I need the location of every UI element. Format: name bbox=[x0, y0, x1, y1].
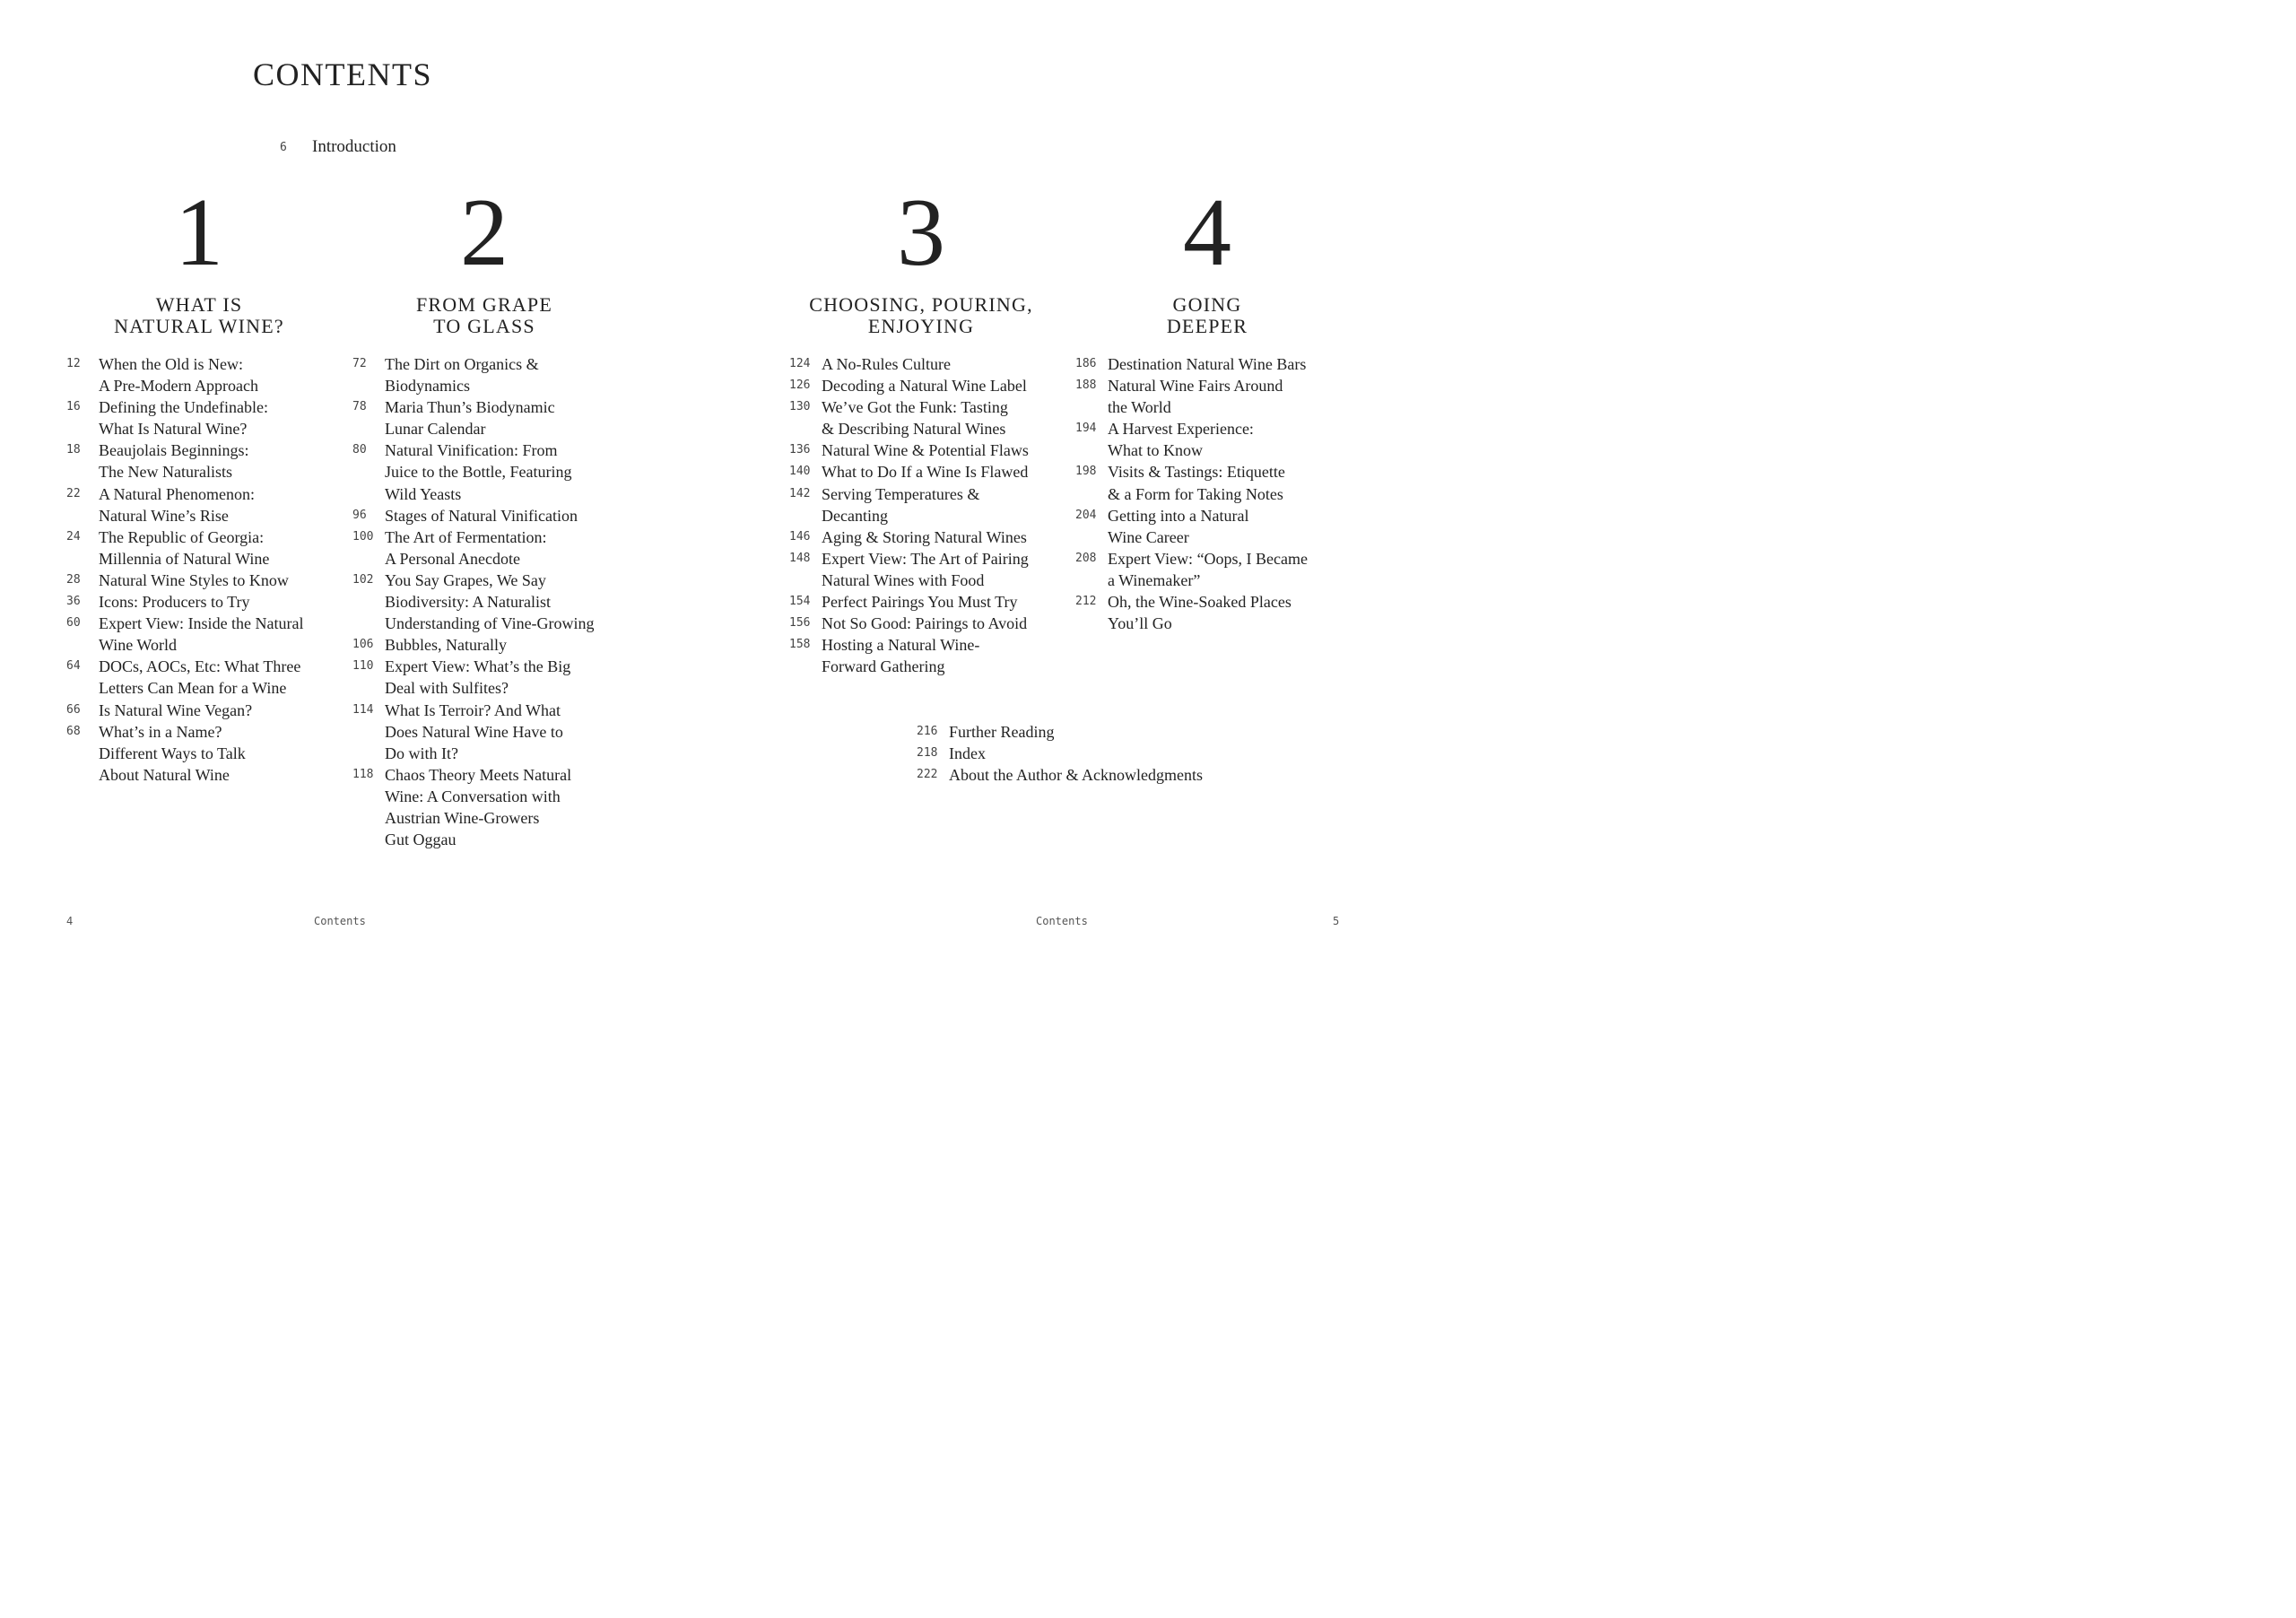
toc-entry bbox=[1075, 461, 1344, 504]
toc-entry bbox=[789, 461, 1067, 483]
chapter-3-toc-list bbox=[789, 353, 1067, 677]
toc-entry-title: Maria Thun’s Biodynamic Lunar Calendar bbox=[385, 398, 555, 439]
intro-title: Introduction bbox=[312, 137, 396, 156]
left-page-number: 4 bbox=[66, 915, 74, 927]
toc-entry-title: Index bbox=[949, 744, 986, 763]
toc-entry bbox=[789, 634, 1067, 677]
toc-entry bbox=[1075, 505, 1344, 548]
chapter-3-header bbox=[778, 179, 1065, 337]
toc-entry bbox=[1075, 548, 1344, 591]
toc-entry-title: A Natural Phenomenon: Natural Wine’s Rise bbox=[99, 484, 255, 525]
toc-page-number: 204 bbox=[1075, 508, 1097, 522]
toc-entry bbox=[789, 613, 1067, 634]
toc-entry bbox=[352, 526, 648, 570]
toc-page-number: 64 bbox=[66, 659, 81, 674]
toc-page-number: 72 bbox=[352, 357, 367, 370]
toc-page-number: 60 bbox=[66, 616, 81, 631]
toc-page-number: 96 bbox=[352, 508, 367, 522]
toc-entry bbox=[789, 483, 1067, 526]
toc-page-number: 118 bbox=[352, 767, 374, 781]
toc-page-number: 154 bbox=[789, 595, 811, 609]
toc-entry-title: The Dirt on Organics & Biodynamics bbox=[385, 355, 539, 396]
toc-entry bbox=[352, 353, 648, 396]
toc-entry-title: The Art of Fermentation: A Personal Anecdote bbox=[385, 527, 547, 568]
back-matter-toc-list bbox=[917, 721, 1293, 786]
toc-page-number: 110 bbox=[352, 659, 374, 674]
toc-entry bbox=[66, 700, 344, 721]
right-page-number: 5 bbox=[1333, 915, 1340, 927]
toc-page-number: 22 bbox=[66, 486, 81, 500]
toc-entry-title: A No-Rules Culture bbox=[822, 355, 951, 373]
toc-entry-title: Serving Temperatures & Decanting bbox=[822, 484, 980, 525]
chapter-heading: GOING DEEPER bbox=[1166, 293, 1248, 337]
chapter-heading: CHOOSING, POURING, ENJOYING bbox=[809, 293, 1033, 337]
toc-page-number: 100 bbox=[352, 529, 374, 544]
toc-entry-title: Aging & Storing Natural Wines bbox=[822, 527, 1027, 546]
toc-entry bbox=[66, 353, 344, 396]
chapter-number: 2 bbox=[460, 179, 509, 286]
toc-entry bbox=[66, 591, 344, 613]
toc-entry bbox=[789, 591, 1067, 613]
toc-entry bbox=[917, 721, 1293, 743]
toc-entry-title: We’ve Got the Funk: Tasting & Describing Natural Wines bbox=[822, 398, 1008, 439]
toc-entry bbox=[352, 396, 648, 439]
toc-page-number: 208 bbox=[1075, 551, 1097, 565]
toc-page-number: 106 bbox=[352, 638, 374, 652]
toc-entry bbox=[352, 700, 648, 764]
toc-entry bbox=[66, 570, 344, 591]
toc-entry-title: Is Natural Wine Vegan? bbox=[99, 700, 253, 719]
toc-page-number: 146 bbox=[789, 529, 811, 544]
toc-entry-title: Oh, the Wine-Soaked Places You’ll Go bbox=[1108, 593, 1292, 633]
toc-entry-title: Destination Natural Wine Bars bbox=[1108, 355, 1307, 373]
right-running-head: Contents bbox=[1036, 915, 1088, 927]
toc-page-number: 130 bbox=[789, 400, 811, 414]
toc-entry-title: Expert View: “Oops, I Became a Winemaker” bbox=[1108, 549, 1309, 589]
toc-entry bbox=[789, 439, 1067, 461]
toc-entry-title: Chaos Theory Meets Natural Wine: A Conversation with Austrian Wine-Growers Gut Oggau bbox=[385, 765, 572, 849]
toc-entry bbox=[1075, 418, 1344, 461]
chapter-2-header bbox=[341, 179, 628, 337]
toc-entry bbox=[66, 526, 344, 570]
toc-page-number: 102 bbox=[352, 572, 374, 587]
toc-entry-title: Not So Good: Pairings to Avoid bbox=[822, 614, 1028, 633]
toc-entry bbox=[66, 439, 344, 483]
toc-page-number: 16 bbox=[66, 400, 81, 414]
toc-entry bbox=[789, 353, 1067, 375]
toc-page-number: 80 bbox=[352, 443, 367, 457]
toc-entry bbox=[789, 548, 1067, 591]
toc-page-number: 18 bbox=[66, 443, 81, 457]
toc-page-number: 24 bbox=[66, 529, 81, 544]
toc-entry-title: About the Author & Acknowledgments bbox=[949, 766, 1203, 785]
toc-entry-title: You Say Grapes, We Say Biodiversity: A Naturalist Understanding of Vine-Growing bbox=[385, 570, 595, 633]
toc-page-number: 66 bbox=[66, 702, 81, 717]
toc-entry-title: Icons: Producers to Try bbox=[99, 593, 250, 612]
page-title: CONTENTS bbox=[253, 57, 432, 92]
toc-entry bbox=[1075, 353, 1344, 375]
toc-page-number: 136 bbox=[789, 443, 811, 457]
chapter-number: 4 bbox=[1183, 179, 1231, 286]
toc-entry-title: Expert View: Inside the Natural Wine World bbox=[99, 614, 304, 655]
toc-entry bbox=[352, 505, 648, 526]
toc-entry bbox=[789, 396, 1067, 439]
chapter-heading: FROM GRAPE TO GLASS bbox=[416, 293, 552, 337]
toc-entry-title: A Harvest Experience: What to Know bbox=[1108, 420, 1254, 460]
toc-page-number: 126 bbox=[789, 378, 811, 393]
toc-entry bbox=[1075, 375, 1344, 418]
chapter-4-header bbox=[1064, 179, 1351, 337]
toc-entry-title: Beaujolais Beginnings: The New Naturalists bbox=[99, 441, 249, 482]
chapter-4-toc-list bbox=[1075, 353, 1344, 634]
toc-entry bbox=[789, 526, 1067, 548]
toc-entry-title: What to Do If a Wine Is Flawed bbox=[822, 463, 1029, 482]
toc-page-number: 156 bbox=[789, 616, 811, 631]
toc-entry-title: Perfect Pairings You Must Try bbox=[822, 593, 1018, 612]
toc-page-number: 198 bbox=[1075, 465, 1097, 479]
toc-entry-title: Further Reading bbox=[949, 723, 1055, 741]
toc-entry-title: What’s in a Name? Different Ways to Talk About Natural Wine bbox=[99, 722, 246, 784]
toc-entry bbox=[66, 656, 344, 699]
toc-entry-title: DOCs, AOCs, Etc: What Three Letters Can Mean for a Wine bbox=[99, 657, 301, 698]
toc-entry-title: Bubbles, Naturally bbox=[385, 636, 507, 655]
toc-page-number: 140 bbox=[789, 465, 811, 479]
chapter-2-toc-list bbox=[352, 353, 648, 850]
toc-page-number: 222 bbox=[917, 768, 938, 782]
toc-entry-title: What Is Terroir? And What Does Natural Wine Have to Do with It? bbox=[385, 700, 563, 762]
toc-entry bbox=[352, 656, 648, 699]
toc-page-number: 194 bbox=[1075, 422, 1097, 436]
toc-entry bbox=[66, 721, 344, 786]
intro-entry bbox=[280, 135, 396, 160]
toc-page-number: 114 bbox=[352, 702, 374, 717]
toc-page-number: 186 bbox=[1075, 357, 1097, 370]
chapter-1-toc-list bbox=[66, 353, 344, 786]
toc-page-number: 216 bbox=[917, 725, 938, 738]
toc-entry bbox=[352, 764, 648, 850]
toc-entry-title: Natural Wine & Potential Flaws bbox=[822, 441, 1029, 460]
toc-entry bbox=[352, 634, 648, 656]
toc-page-number: 36 bbox=[66, 595, 81, 609]
toc-entry bbox=[917, 743, 1293, 764]
toc-entry-title: Visits & Tastings: Etiquette & a Form for Taking Notes bbox=[1108, 463, 1285, 503]
toc-entry bbox=[66, 483, 344, 526]
toc-page-number: 188 bbox=[1075, 378, 1097, 393]
toc-entry bbox=[789, 375, 1067, 396]
toc-page-number: 218 bbox=[917, 746, 938, 761]
chapter-number: 3 bbox=[897, 179, 945, 286]
toc-page-number: 212 bbox=[1075, 595, 1097, 609]
toc-page-number: 158 bbox=[789, 638, 811, 652]
toc-entry bbox=[352, 570, 648, 634]
toc-entry-title: Natural Wine Styles to Know bbox=[99, 570, 289, 589]
toc-entry-title: Hosting a Natural Wine- Forward Gathering bbox=[822, 636, 980, 676]
toc-entry-title: Expert View: What’s the Big Deal with Sulfites? bbox=[385, 657, 571, 698]
intro-page-number: 6 bbox=[280, 140, 287, 154]
toc-entry-title: When the Old is New: A Pre-Modern Approach bbox=[99, 355, 258, 396]
chapter-heading: WHAT IS NATURAL WINE? bbox=[114, 293, 284, 337]
toc-entry-title: Defining the Undefinable: What Is Natural Wine? bbox=[99, 398, 268, 439]
toc-page-number: 68 bbox=[66, 724, 81, 738]
toc-page-number: 78 bbox=[352, 400, 367, 414]
toc-page-number: 148 bbox=[789, 551, 811, 565]
left-running-head: Contents bbox=[314, 915, 366, 927]
toc-entry-title: The Republic of Georgia: Millennia of Natural Wine bbox=[99, 527, 270, 568]
chapter-number: 1 bbox=[175, 179, 223, 286]
toc-entry-title: Getting into a Natural Wine Career bbox=[1108, 506, 1249, 546]
toc-page-number: 124 bbox=[789, 357, 811, 370]
toc-page-number: 28 bbox=[66, 572, 81, 587]
toc-entry bbox=[66, 613, 344, 656]
toc-entry-title: Natural Wine Fairs Around the World bbox=[1108, 377, 1283, 417]
toc-entry bbox=[917, 764, 1293, 786]
toc-entry-title: Stages of Natural Vinification bbox=[385, 506, 578, 525]
toc-entry bbox=[66, 396, 344, 439]
toc-entry bbox=[352, 439, 648, 504]
toc-entry-title: Expert View: The Art of Pairing Natural Wines with Food bbox=[822, 549, 1029, 589]
toc-entry-title: Natural Vinification: From Juice to the Bottle, Featuring Wild Yeasts bbox=[385, 441, 572, 503]
toc-entry-title: Decoding a Natural Wine Label bbox=[822, 377, 1027, 396]
chapter-1-header bbox=[56, 179, 343, 337]
toc-page-number: 142 bbox=[789, 486, 811, 500]
toc-entry bbox=[1075, 591, 1344, 634]
toc-page-number: 12 bbox=[66, 357, 81, 370]
